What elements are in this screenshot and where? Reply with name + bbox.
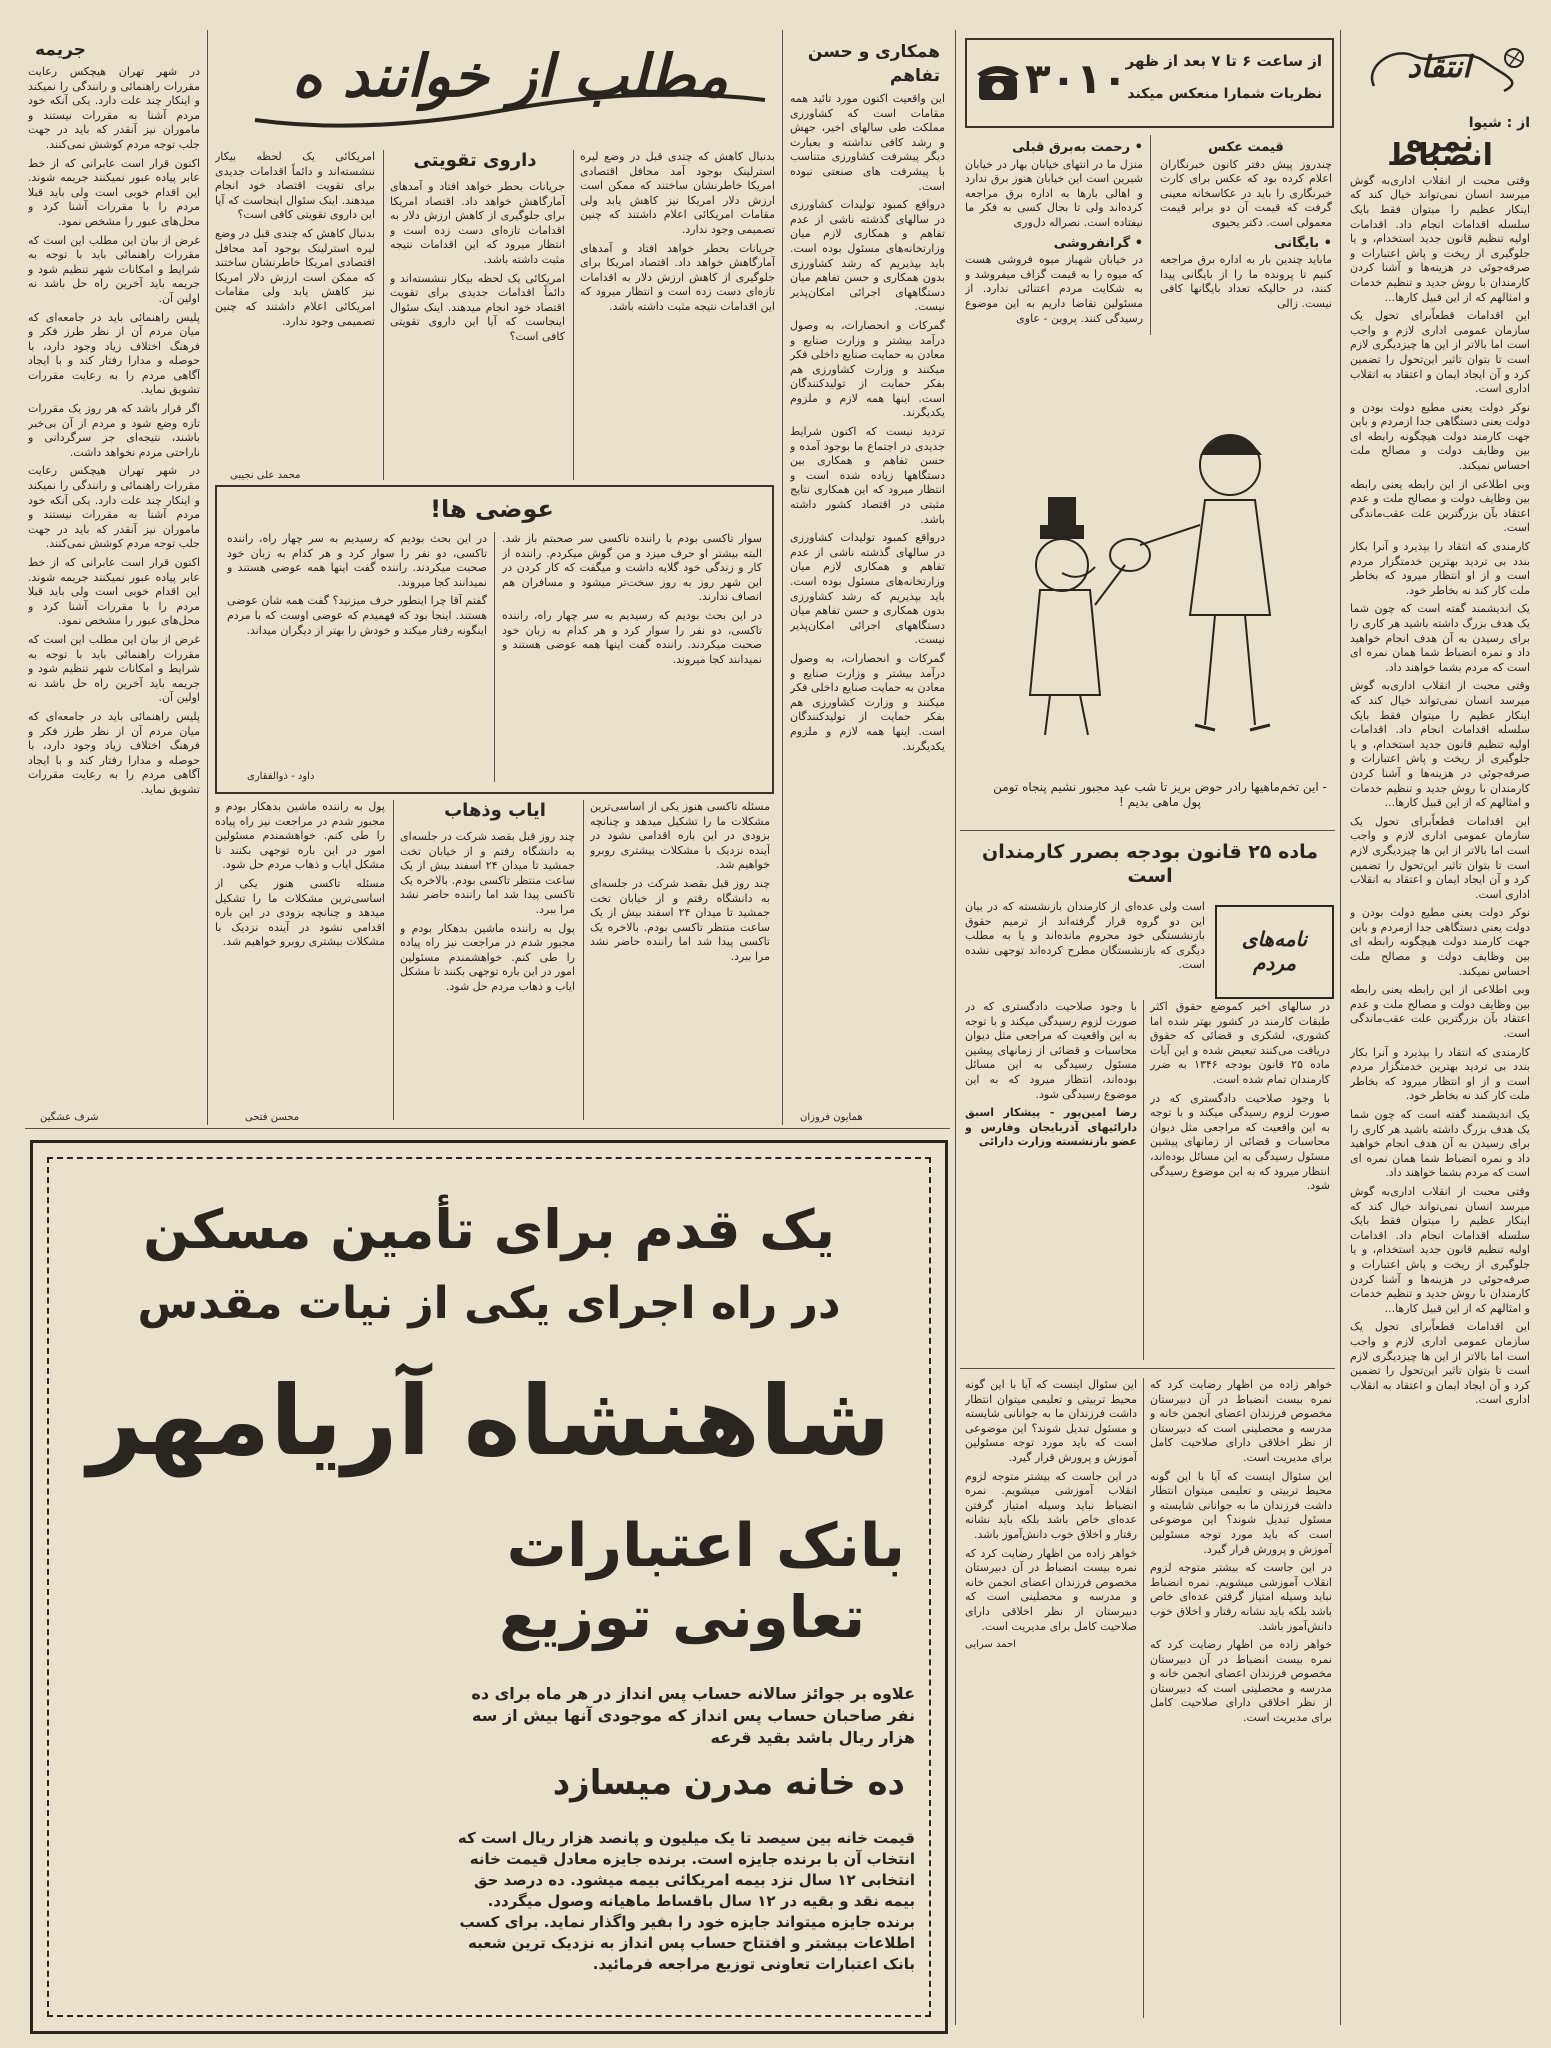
budget-article-body-left — [965, 900, 1205, 1000]
paragraph: در این جاست که بیشتر متوجه لزوم انقلاب آموزشی میشویم. نمره انضباط نباید وسیله امتیاز گرفتن عده‌ای خاص باشد بلکه باید نشانه رفتار و اخلاق خوب دانش‌آموز باشد. — [1150, 1561, 1332, 1633]
signature: احمد سرایی — [965, 1639, 1016, 1651]
paragraph: بدنبال کاهش که چندی قبل در وضع لیره استرلینک بوجود آمد محافل اقتصادی امریکا خاطرنشان ساختند که ممکن است ارزش دلار امریکا نیز کاهش یابد ولی مقامات امریکائی اعلام داشتند که چنین تصمیمی وجود ندارد. — [215, 226, 375, 328]
phone-box-title: از ساعت ۶ تا ۷ بعد از ظهر — [1125, 52, 1322, 70]
paragraph: کارمندی که انتقاد را بپذیرد و آنرا بکار بندد بی تردید بهترین خدمتگزار مردم است و از او انتظار میرود که بخاطر ملت کار کند نه بخاطر خود. — [1350, 1045, 1530, 1103]
ad-bank-name-2: تعاونی توزیع — [499, 1583, 865, 1651]
column-divider — [1143, 1000, 1144, 1360]
paragraph: امریکائی یک لحظه بیکار ننشسته‌اند و دائماً اقدامات جدیدی برای تقویت اقتصاد خود انجام میدهند. اینک سئوال اینجاست که آیا این داروی تقویتی کافی است؟ — [215, 150, 375, 222]
paragraph: وقتی محبت از انقلاب اداری‌به گوش میرسد انسان نمی‌تواند خیال کند که اینکار عظیم را میتوان فقط بایک سلسله اقدامات انجام داد. اقدامات اولیه تنظیم قانون جدید استخدام، و یا جلوگیری از ریخت و پاش اعتبارات و صرفه‌جوئی در هزینه‌ها و آشنا کردن کارمندان با روش جدید و تنظیم خدمات و امثالهم که از این قبیل کارها... — [1350, 1184, 1530, 1315]
letter-head: • گرانفروشی — [1053, 235, 1143, 251]
paragraph: این سئوال اینست که آیا با این گونه محیط تربیتی و تعلیمی میتوان انتظار داشت فرزندان ما به جوانانی شایسته و مسئول تبدیل شوند؟ این موضوعی است که باید مورد توجه مسئولین آموزش و پرورش قرار گیرد. — [1150, 1469, 1332, 1556]
paragraph: در این جاست که بیشتر متوجه لزوم انقلاب آموزشی میشویم. نمره انضباط نباید وسیله امتیاز گرفتن عده‌ای خاص باشد بلکه باید نشانه رفتار و اخلاق خوب دانش‌آموز باشد. — [965, 1469, 1137, 1541]
ad-headline: یک قدم برای تأمین مسکن — [143, 1198, 835, 1261]
letter-body: در خیابان شهباز میوه فروشی هست که میوه را به قیمت گزاف میفروشد و به شکایت مردم اعتنائی ندارد. از مسئولین تقاضا داریم به این موضوع رسیدگی کنند. پروین - عاوی — [965, 253, 1143, 325]
paragraph: این سئوال اینست که آیا با این گونه محیط تربیتی و تعلیمی میتوان انتظار داشت فرزندان ما به جوانانی شایسته و مسئول تبدیل شوند؟ این موضوعی است که باید مورد توجه مسئولین آموزش و پرورش قرار گیرد. — [965, 1378, 1137, 1464]
column-title: نمره انضباط — [1387, 123, 1493, 174]
paragraph: پلیس راهنمائی باید در جامعه‌ای که میان مردم آن از نظر طرز فکر و فرهنگ اختلاف زیاد وجود دارد، با حوصله و مدارا رفتار کند و با ایجاد آگاهی مردم را به رعایت مقررات تشویق نماید. — [28, 709, 200, 796]
phone-letters-left — [965, 135, 1143, 405]
paragraph: نوکر دولت یعنی مطیع دولت بودن و دولت یعنی دستگاهی جدا ازمردم و باین جهت کارمند دولت هیچگونه رابطه ای بین وظایف دولت و مصالح ملت احساس نمیکند. — [1350, 906, 1530, 978]
phone-box-number: ۳۰۱۰ — [1025, 54, 1128, 103]
strengthening-body-middle — [390, 180, 565, 480]
paragraph: درواقع کمبود تولیدات کشاورزی در سالهای گذشته ناشی از عدم تفاهم و همکاری لازم میان وزارتخانه‌های مسئول بوده است. باید بپذیریم که رشد کشاورزی بدون همکاری و حسن تفاهم میان دستگاههای اجرائی امکان‌پذیر نیست. — [790, 198, 945, 314]
signature: رضا امین‌پور - پیشکار اسبق دارائیهای آذربایجان وفارس و عضو بازنشسته وزارت دارائی — [965, 1106, 1137, 1149]
phone-box-subtitle: نظریات شمارا منعکس میکند — [1127, 86, 1322, 102]
paragraph: گمرکات و انحصارات، به وصول درآمد بیشتر و وزارت صنایع و معادن به حمایت صنایع داخلی فکر میکنند و وزارت کشاورزی هم بفکر حمایت از تولیدکنندگان است. اینها همه لازم و ملزوم یکدیگرند. — [790, 651, 945, 753]
letter-body: منزل ما در انتهای خیابان بهار در خیابان شیرین است این خیابان هنوز برق ندارد و اهالی بارها به اداره برق مراجعه کرده‌اند ولی تا بحال کسی به فکر ما نیفتاده است. نصراله دل‌وری — [965, 157, 1143, 229]
column-divider — [207, 30, 208, 1125]
taxi-article-box — [215, 485, 774, 794]
paragraph: خواهر زاده من اظهار رضایت کرد که نمره بیست انضباط در آن دبیرستان مخصوص فرزندان اعضای انجمن خانه و مدرسه و محصلینی است که دبیرستان از نظر اخلاقی دارای صلاحیت کامل برای مدیریت است. — [1150, 1378, 1332, 1464]
taxi-signature: داود - ذوالفقاری — [247, 771, 315, 782]
paragraph: است ولی عده‌ای از کارمندان بازنشسته که در بیان این دو گروه قرار گرفته‌اند از ترمیم حقوق بازنشستگی خود محروم مانده‌اند و یا به مطلب دیگری که بازنشستگان مطرح کرده‌اند توجهی نشده است. — [965, 900, 1205, 972]
paragraph: این اقدامات قطعاًبرای تحول یک سازمان عمومی اداری لازم و واجب است اما بالاتر از این ها چیزدیگری لازم است تا بتوان تاثیر این‌تحول را تضمین کرد و آن ایجاد ایمان و اعتقاد به انقلاب اداری است. — [1350, 309, 1530, 396]
paragraph: پلیس راهنمائی باید در جامعه‌ای که میان مردم آن از نظر طرز فکر و فرهنگ اختلاف زیاد وجود دارد، با حوصله و مدارا رفتار کند و با ایجاد آگاهی مردم را به رعایت مقررات تشویق نماید. — [28, 310, 200, 397]
discipline-letter-right — [1150, 1378, 1332, 1978]
budget-article-title: ماده ۲۵ قانون بودجه بصرر کارمندان است — [982, 841, 1318, 887]
column-divider — [1143, 1378, 1144, 2018]
column-divider — [1150, 135, 1151, 335]
paragraph: جریانات بحطر خواهد افتاد و آمدهای آمارگاهش خواهد داد. اقتصاد امریکا برای جلوگیری از کاهش ارزش دلار به اقدامات تازه‌ای دست زده است و انتظار میرود که این اقدامات نتیجه مثبت داشته باشد. — [580, 241, 775, 313]
paragraph: گفتم آقا چرا اینطور حرف میزنید؟ گفت همه شان عوضی هستند. اینجا بود که فهمیدم که عوضی اوست که با مردم اینگونه رفتار میکند و خودش را بهتر از دیگران میداند. — [227, 594, 487, 637]
fine-body — [28, 65, 200, 1095]
people-letters-logo — [1215, 905, 1334, 999]
bank-advertisement — [30, 1140, 948, 2034]
fine-signature: شرف عشگین — [40, 1112, 99, 1123]
paragraph: در سالهای اخیر کموضع حقوق اکثر طبقات کارمند در کشور بهتر شده اما کشوری، لشکری و قضائی که حقوق دریافت می‌کنند تبعیض شده و این آیات ماده ۲۵ قانون بودجه ۱۳۴۶ به ضرر کارمندان تمام شده است. — [1150, 1000, 1330, 1086]
letter-head: • رحمت به‌برق قبلی — [1012, 140, 1143, 155]
paragraph: اکنون قرار است عابرانی که از خط عابر پیاده عبور نمیکنند جریمه شوند. این اقدام خوبی است ولی باید قبلا مردم را با مقررات آشنا کرد و محل‌های عبور را مشخص نمود. — [28, 156, 200, 228]
paragraph: کارمندی که انتقاد را بپذیرد و آنرا بکار بندد بی تردید بهترین خدمتگزار مردم است و از او انتظار میرود که بخاطر ملت کار کند نه بخاطر خود. — [1350, 540, 1530, 597]
column-divider — [782, 30, 783, 1125]
paragraph: وبی اطلاعی از این رابطه یعنی رابطه بین وظایف دولت و مصالح ملت و عدم اعتقاد بآن بزرگترین علت عقب‌ماندگی است. — [1350, 983, 1530, 1041]
paragraph: غرض از بیان این مطلب این است که مقررات راهنمائی باید با توجه به شرایط و امکانات شهر تنظیم شود و جریمه باید آخرین راه حل باشد نه اولین آن. — [28, 632, 200, 705]
paragraph: سوار تاکسی بودم با راننده تاکسی سر صحبتم باز شد. البته بیشتر او حرف میزد و من گوش میکردم. راننده از کار و زندگی خود گلایه داشت و میگفت که کار کردن در این شهر روز به روز سخت‌تر میشود و مسافران هم انصاف ندارند. — [502, 532, 762, 604]
column-divider — [583, 800, 584, 1120]
ad-bank-name-1: بانک اعتبارات — [506, 1511, 905, 1581]
taxi-body-right — [502, 532, 762, 782]
cartoon-caption: - این تخم‌ماهیها رادر حوض بریز تا شب عید مجبور نشیم پنجاه تومن پول ماهی بدیم ! — [993, 780, 1327, 809]
section-divider — [960, 830, 1335, 831]
ad-subheadline: در راه اجرای یکی از نیات مقدس — [137, 1278, 841, 1329]
cartoon-illustration — [1000, 405, 1320, 775]
letter-head: • بایگانی — [1274, 235, 1332, 251]
letter-head: قیمت عکس — [1208, 140, 1284, 155]
discipline-letter-left — [965, 1378, 1137, 2018]
byline: از : شیوا — [1468, 115, 1530, 131]
paragraph: یک اندیشمند گفته است که چون شما یک هدف بزرگ داشته باشید هر کاری را برای رسیدن به آن هدف انجام خواهید داد و نمره انضباط شما همان نمره ای است که مردم بشما خواهند داد. — [1350, 1108, 1530, 1180]
people-letters-logo-text: نامه‌های مردم — [1241, 927, 1308, 975]
section-divider — [960, 1368, 1335, 1369]
paragraph: این اقدامات قطعاًبرای تحول یک سازمان عمومی اداری لازم و واجب است اما بالاتر از این ها چیزدیگری لازم است تا بتوان تاثیر این‌تحول را تضمین کرد و آن ایجاد ایمان و اعتقاد به انقلاب اداری است. — [1350, 814, 1530, 901]
paragraph: پول به راننده ماشین بدهکار بودم و مجبور شدم در مراجعت نیز راه پیاده را طی کنم. خواهشمندم مسئولین امور در این باره توجهی بکنند تا مشکل ایاب و ذهاب مردم حل شود. — [400, 921, 575, 993]
criticism-logo — [1354, 36, 1534, 106]
paragraph: وقتی محبت از انقلاب اداری‌به گوش میرسد انسان نمی‌تواند خیال کند که اینکار عظیم را میتوان فقط بایک سلسله اقدامات انجام داد. اقدامات اولیه تنظیم قانون جدید استخدام، و یا جلوگیری از ریخت و پاش اعتبارات و صرفه‌جوئی در هزینه‌ها و آشنا کردن کارمندان با روش جدید و تنظیم خدمات و امثالهم که از این قبیل کارها... — [1350, 679, 1530, 810]
phone-box — [965, 38, 1334, 128]
strengthening-signature: محمد علی نجیبی — [230, 470, 301, 481]
cartoon-drawing — [1000, 405, 1320, 775]
criticism-logo-text: انتقاد — [1407, 50, 1471, 85]
paragraph: درواقع کمبود تولیدات کشاورزی در سالهای گذشته ناشی از عدم تفاهم و همکاری لازم میان وزارتخانه‌های مسئول بوده است. باید بپذیریم که رشد کشاورزی بدون همکاری و حسن تفاهم میان دستگاههای اجرائی امکان‌پذیر نیست. — [790, 531, 945, 647]
budget-article-body-middle — [965, 1000, 1137, 1360]
cooperation-body-right — [790, 92, 945, 1124]
section-divider — [25, 1128, 950, 1129]
paragraph: مسئله تاکسی هنوز یکی از اساسی‌ترین مشکلات ما را تشکیل میدهد و چنانچه بزودی در این باره اقدامی نشود در آینده نزدیک با مشکلات بیشتری روبرو خواهیم شد. — [215, 876, 385, 949]
paragraph: تردید نیست که اکنون شرایط جدیدی در اجتماع ما بوجود آمده و حسن تفاهم و همکاری بین دستگاهها زیاده شده است و انتظار میرود که این همکاری نتایج مثبتی در اقتصاد کشور داشته باشد. — [790, 425, 945, 526]
paragraph: نوکر دولت یعنی مطیع دولت بودن و دولت یعنی دستگاهی جدا ازمردم و باین جهت کارمند دولت هیچگونه رابطه ای بین وظایف دولت و مصالح ملت احساس نمیکند. — [1350, 400, 1530, 473]
paragraph: با وجود صلاحیت دادگستری که در صورت لزوم رسیدگی میکند و با توجه به این واقعیت که مراجعی مثل دیوان محاسبات و قضائی از زمانهای پیشین مسئول رسیدگی به این مسائل بوده‌اند، انتظار میرود که به این موضوع رسیدگی شود. — [965, 1000, 1137, 1101]
fine-title: جریمه — [35, 40, 86, 60]
commute-body-right — [590, 800, 770, 1120]
banner-text: مطلب از خوانند ه — [292, 42, 728, 110]
reader-letters-banner — [245, 40, 775, 140]
letter-body: چندروز پیش دفتر کانون خبرنگاران اعلام کرده بود که عکس برای کارت خبرنگاری را باید در عکاسخانه معینی گرفت که قیمت آن دو برابر قیمت معمولی است. دکتر یحیوی — [1160, 157, 1332, 229]
paragraph: امریکائی یک لحظه بیکار ننشسته‌اند و دائماً اقدامات جدیدی برای تقویت اقتصاد خود انجام میدهند. اینک سئوال اینجاست که آیا این داروی تقویتی کافی است؟ — [390, 271, 565, 343]
strengthening-body-right — [580, 150, 775, 480]
paragraph: جریانات بحطر خواهد افتاد و آمدهای آمارگاهش خواهد داد. اقتصاد امریکا برای جلوگیری از کاهش ارزش دلار به اقدامات تازه‌ای دست زده است و انتظار میرود که این اقدامات نتیجه مثبت داشته باشد. — [390, 180, 565, 266]
commute-signature: محسن فتحی — [245, 1112, 300, 1123]
column-divider — [955, 30, 956, 2025]
cooperation-title: همکاری و حسن تفاهم — [807, 42, 940, 86]
column-discipline-grade — [1350, 110, 1530, 2010]
paragraph: وقتی محبت از انقلاب اداری‌به گوش میرسد انسان نمی‌تواند خیال کند که اینکار عظیم را میتوان فقط بایک سلسله اقدامات انجام داد. اقدامات اولیه تنظیم قانون جدید استخدام، و یا جلوگیری از ریخت و پاش اعتبارات و صرفه‌جوئی در هزینه‌ها و آشنا کردن کارمندان با روش جدید و تنظیم خدمات و امثالهم که از این قبیل کارها... — [1350, 173, 1530, 304]
paragraph: در شهر تهران هیچکس رعایت مقررات راهنمائی و رانندگی را نمیکند و اینکار چند علت دارد. یکی آنکه خود مردم آشنا به مقررات نیستند و ماموران نیز آنقدر که باید در جهت جلب توجه مردم کوشش نمی‌کنند. — [28, 65, 200, 151]
paragraph: چند روز قبل بقصد شرکت در جلسه‌ای به دانشگاه رفتم و از خیابان تخت جمشید تا میدان ۲۴ اسفند بیش از یک ساعت منتظر تاکسی بودم. بالاخره یک تاکسی پیدا شد اما راننده حاضر نشد مرا ببرد. — [400, 830, 575, 916]
column-divider — [393, 800, 394, 1120]
ad-body-details: قیمت خانه بین سیصد تا یک میلیون و پانصد هزار ریال است که انتخاب آن با برنده جایزه است. برنده جایزه معادل قیمت خانه انتخابی ۱۲ سال نزد بیمه امریکائی بیمه میشود. ده درصد حق بیمه نقد و بقیه در ۱۲ سال باقساط ماهیانه وصول میگردد. برنده جایزه میتواند جایزه خود را بفیر واگذار نماید. برای کسب اطلاعات بیشتر و افتتاح حساب پس انداز به نزدیک ترین شعبه بانک اعتبارات تعاونی توزیع مراجعه فرمائید. — [457, 1829, 915, 1973]
taxi-title: عوضی ها! — [430, 495, 554, 523]
budget-article-body-right — [1150, 1000, 1330, 1360]
telephone-icon — [973, 56, 1023, 106]
column-divider — [573, 150, 574, 480]
paragraph: در شهر تهران هیچکس رعایت مقررات راهنمائی و رانندگی را نمیکند و اینکار چند علت دارد. یکی آنکه خود مردم آشنا به مقررات نیستند و ماموران نیز آنقدر که باید در جهت جلب توجه مردم کوشش نمی‌کنند. — [28, 464, 200, 551]
paragraph: وبی اطلاعی از این رابطه یعنی رابطه بین وظایف دولت و مصالح ملت و عدم اعتقاد بآن بزرگترین علت عقب‌ماندگی است. — [1350, 477, 1530, 535]
column-divider — [1340, 30, 1341, 2025]
paragraph: اکنون قرار است عابرانی که از خط عابر پیاده عبور نمیکنند جریمه شوند. این اقدام خوبی است ولی باید قبلا مردم را با مقررات آشنا کرد و محل‌های عبور را مشخص نمود. — [28, 556, 200, 628]
ad-title: شاهنشاه آریامهر — [87, 1365, 891, 1477]
paragraph: یک اندیشمند گفته است که چون شما یک هدف بزرگ داشته باشید هر کاری را برای رسیدن به آن هدف انجام خواهید داد و نمره انضباط شما همان نمره ای است که مردم بشما خواهند داد. — [1350, 602, 1530, 674]
paragraph: بدنبال کاهش که چندی قبل در وضع لیره استرلینک بوجود آمد محافل اقتصادی امریکا خاطرنشان ساختند که ممکن است ارزش دلار امریکا نیز کاهش یابد ولی مقامات امریکائی اعلام داشتند که چنین تصمیمی وجود ندارد. — [580, 150, 775, 236]
paragraph: با وجود صلاحیت دادگستری که در صورت لزوم رسیدگی میکند و با توجه به این واقعیت که مراجعی مثل دیوان محاسبات و قضائی از زمانهای پیشین مسئول رسیدگی به این مسائل بوده‌اند، انتظار میرود که به این موضوع رسیدگی شود. — [1150, 1091, 1330, 1193]
paragraph: غرض از بیان این مطلب این است که مقررات راهنمائی باید با توجه به شرایط و امکانات شهر تنظیم شود و جریمه باید آخرین راه حل باشد نه اولین آن. — [28, 233, 200, 305]
paragraph: این واقعیت اکنون مورد تائید همه مقامات است که کشاورزی مملکت طی سالهای اخیر، جهش و رشد کافی نداشته و بعبارت دیگر پیشرفت کشاورزی متناسب با پیشرفت های صنعتی نبوده است. — [790, 92, 945, 193]
commute-body-middle — [400, 830, 575, 1120]
strengthening-title: داروی تقویتی — [413, 150, 537, 171]
paragraph: خواهر زاده من اظهار رضایت کرد که نمره بیست انضباط در آن دبیرستان مخصوص فرزندان اعضای انجمن خانه و مدرسه و محصلینی است که دبیرستان از نظر اخلاقی دارای صلاحیت کامل برای مدیریت است. — [1150, 1638, 1332, 1725]
column-divider — [383, 150, 384, 480]
paragraph: این اقدامات قطعاًبرای تحول یک سازمان عمومی اداری لازم و واجب است اما بالاتر از این ها چیزدیگری لازم است تا بتوان تاثیر این‌تحول را تضمین کرد و آن ایجاد ایمان و اعتقاد به انقلاب اداری است. — [1350, 1320, 1530, 1407]
paragraph: چند روز قبل بقصد شرکت در جلسه‌ای به دانشگاه رفتم و از خیابان تخت جمشید تا میدان ۲۴ اسفند بیش از یک ساعت منتظر تاکسی بودم. بالاخره یک تاکسی پیدا شد اما راننده حاضر نشد مرا ببرد. — [590, 876, 770, 963]
letter-body: ماباید چندین بار به اداره برق مراجعه کنیم تا پرونده ما را از بایگانی پیدا کنند، در حالیکه تعداد بایگانها کافی نیست. زالی — [1160, 253, 1332, 310]
paragraph: در این بحث بودیم که رسیدیم به سر چهار راه، راننده تاکسی، دو نفر را سوار کرد و هر کدام به زبان خود صحبت میکردند. راننده گفت اینها همه عوضی هستند و نمیدانند کجا میروند. — [502, 608, 762, 666]
cooperation-signature: همایون فروزان — [800, 1112, 863, 1123]
paragraph: پول به راننده ماشین بدهکار بودم و مجبور شدم در مراجعت نیز راه پیاده را طی کنم. خواهشمندم مسئولین امور در این باره توجهی بکنند تا مشکل ایاب و ذهاب مردم حل شود. — [215, 800, 385, 872]
ad-offer: ده خانه مدرن میسازد — [552, 1763, 905, 1803]
taxi-body-left — [227, 532, 487, 762]
ad-body-intro: علاوه بر جوائز سالانه حساب پس انداز در هر ماه برای ده نفر صاحبان حساب پس انداز که موجودی آنها بیش از سه هزار ریال باشد بقید قرعه — [471, 1684, 915, 1747]
commute-body-left — [215, 800, 385, 1100]
column-divider — [494, 532, 495, 782]
paragraph: مسئله تاکسی هنوز یکی از اساسی‌ترین مشکلات ما را تشکیل میدهد و چنانچه بزودی در این باره اقدامی نشود در آینده نزدیک با مشکلات بیشتری روبرو خواهیم شد. — [590, 800, 770, 872]
paragraph: خواهر زاده من اظهار رضایت کرد که نمره بیست انضباط در آن دبیرستان مخصوص فرزندان اعضای انجمن خانه و مدرسه و محصلینی است که دبیرستان از نظر اخلاقی دارای صلاحیت کامل برای مدیریت است. — [965, 1546, 1137, 1633]
paragraph: در این بحث بودیم که رسیدیم به سر چهار راه، راننده تاکسی، دو نفر را سوار کرد و هر کدام به زبان خود صحبت میکردند. راننده گفت اینها همه عوضی هستند و نمیدانند کجا میروند. — [227, 532, 487, 589]
paragraph: اگر قرار باشد که هر روز یک مقررات تازه وضع شود و مردم از آن بی‌خبر باشند، نتیجه‌ای جز سرگردانی و ناراحتی مردم نخواهد داشت. — [28, 402, 200, 459]
paragraph: گمرکات و انحصارات، به وصول درآمد بیشتر و وزارت صنایع و معادن به حمایت صنایع داخلی فکر میکنند و وزارت کشاورزی هم بفکر حمایت از تولیدکنندگان است. اینها همه لازم و ملزوم یکدیگرند. — [790, 318, 945, 420]
commute-title: ایاب وذهاب — [444, 800, 546, 821]
strengthening-body-left — [215, 150, 375, 460]
